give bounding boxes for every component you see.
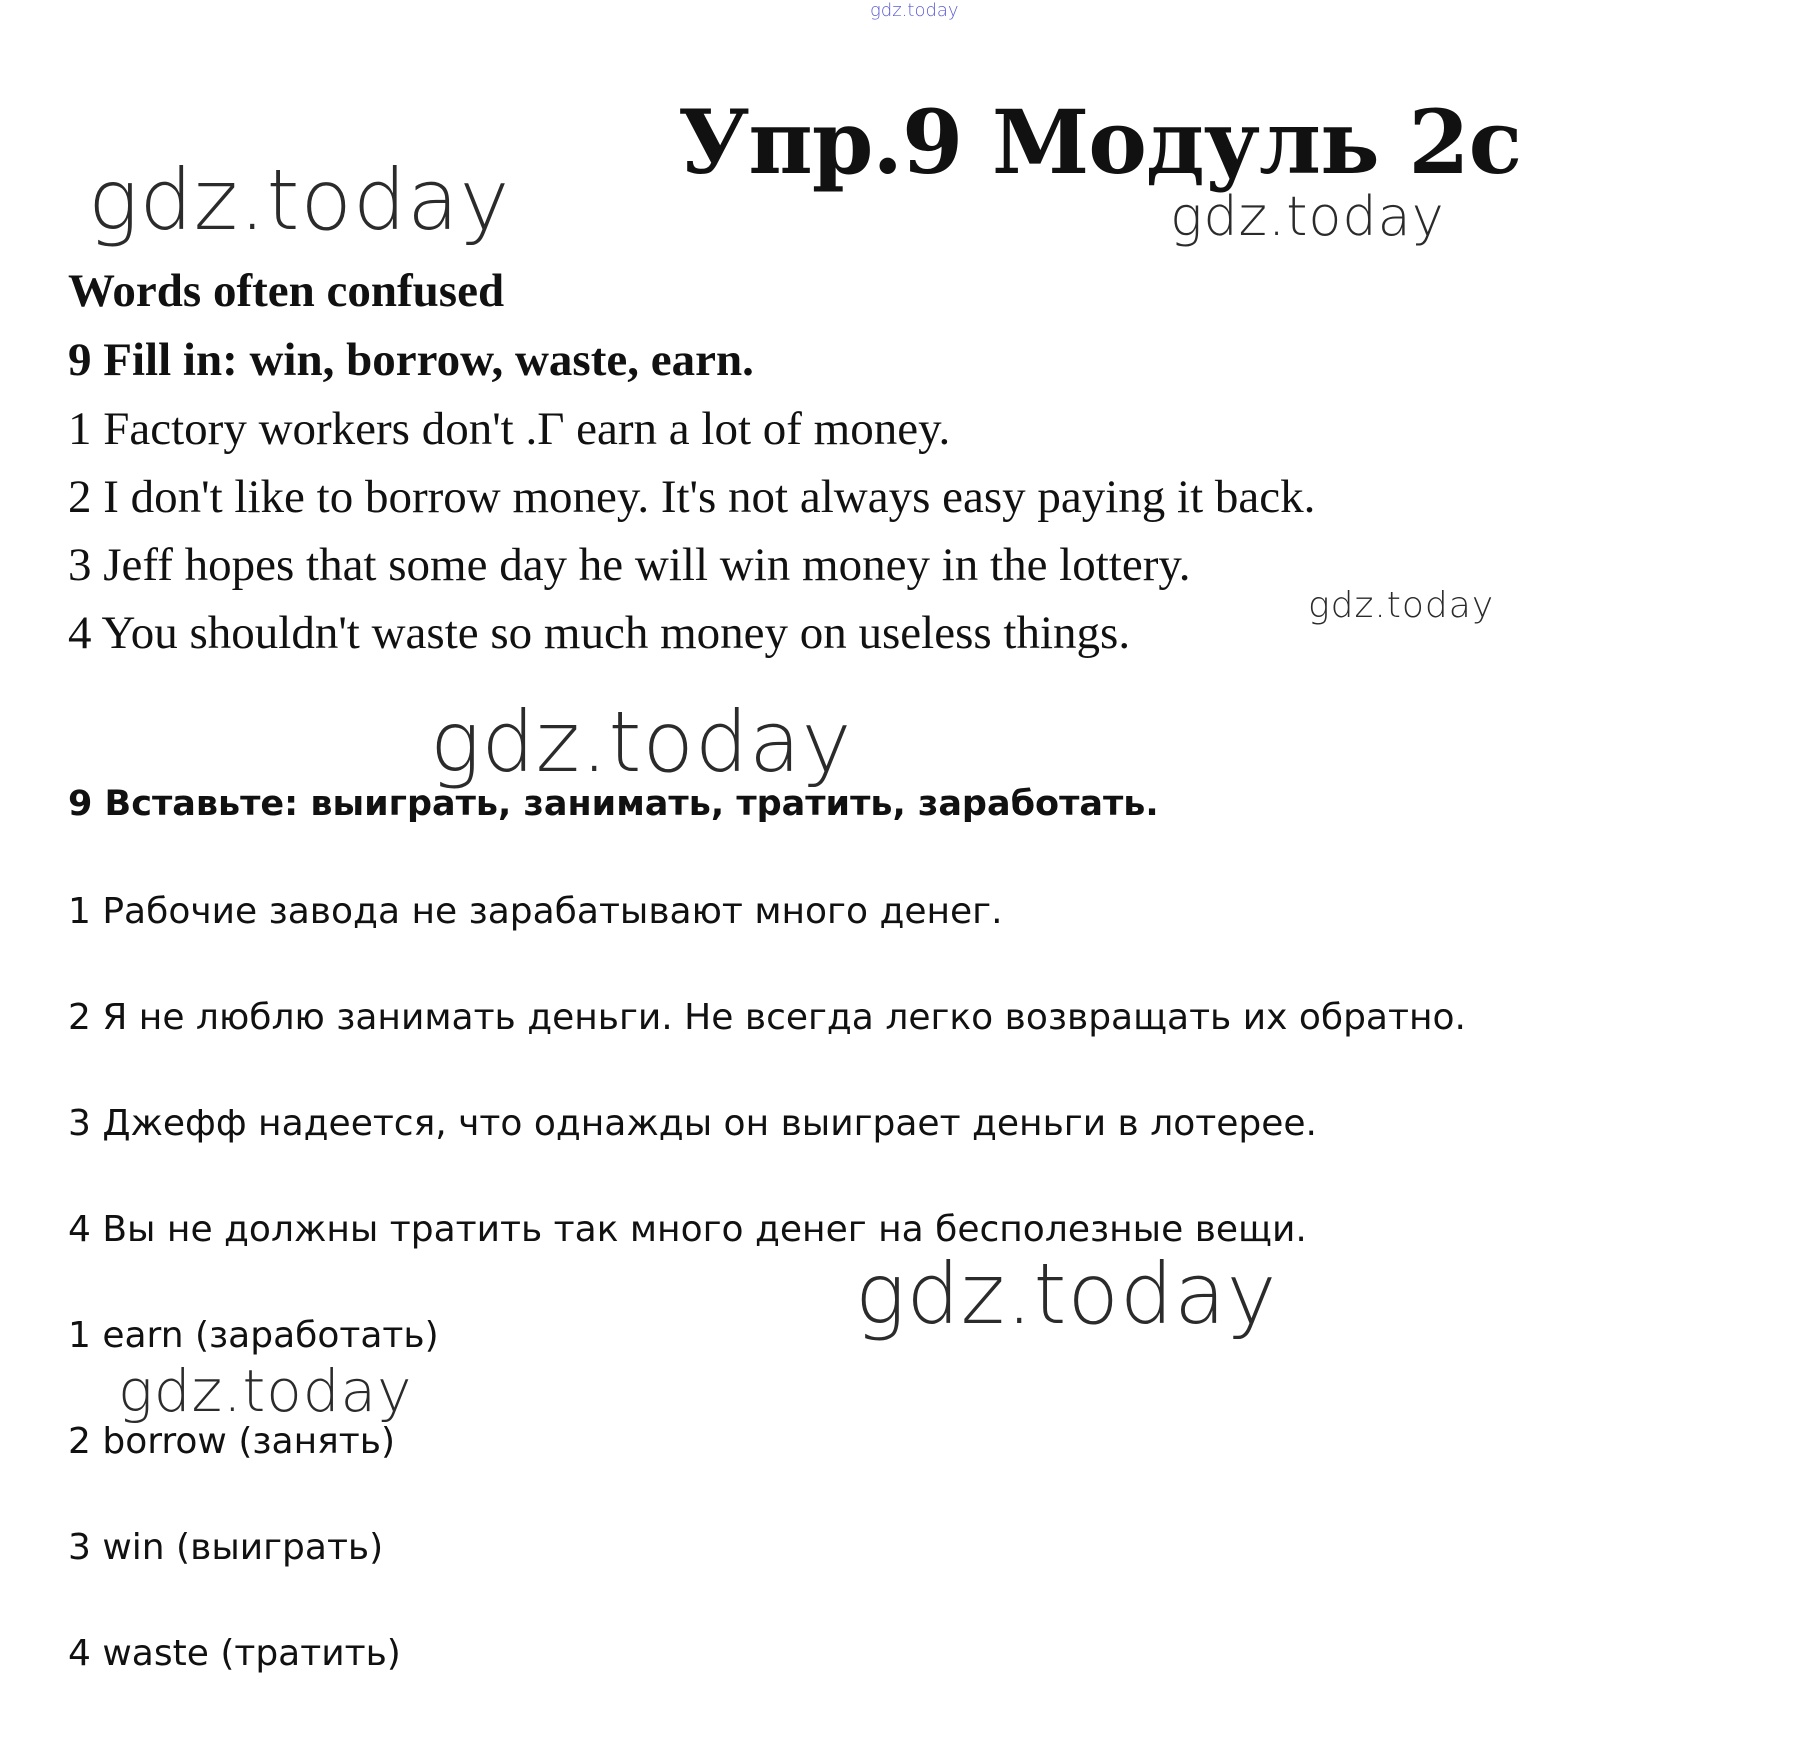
sentence-en-1: 1 Factory workers don't .Г earn a lot of money. (68, 403, 951, 455)
task-instruction-en: 9 Fill in: win, borrow, waste, earn. (68, 334, 754, 386)
page-title: Упр.9 Модуль 2с (678, 90, 1522, 194)
watermark: gdz.today (88, 151, 511, 249)
watermark: gdz.today (1308, 585, 1495, 626)
sentence-ru-3: 3 Джефф надеется, что однажды он выиграет деньги в лотерее. (68, 1103, 1317, 1144)
watermark: gdz.today (118, 1357, 413, 1425)
sentence-ru-4: 4 Вы не должны тратить так много денег на бесполезные вещи. (68, 1209, 1307, 1250)
answer-1: 1 earn (заработать) (68, 1315, 439, 1356)
section-heading: Words often confused (68, 265, 505, 317)
sentence-en-3: 3 Jeff hopes that some day he will win money in the lottery. (68, 539, 1191, 591)
answer-2: 2 borrow (занять) (68, 1421, 395, 1462)
sentence-ru-2: 2 Я не люблю занимать деньги. Не всегда легко возвращать их обратно. (68, 997, 1466, 1038)
task-instruction-ru: 9 Вставьте: выиграть, занимать, тратить, заработать. (68, 784, 1159, 824)
answer-4: 4 waste (тратить) (68, 1633, 401, 1674)
watermark: gdz.today (855, 1245, 1278, 1343)
watermark: gdz.today (430, 693, 853, 791)
sentence-ru-1: 1 Рабочие завода не зарабатывают много денег. (68, 891, 1003, 932)
watermark-top[interactable]: gdz.today (870, 0, 959, 21)
answer-3: 3 win (выиграть) (68, 1527, 384, 1568)
sentence-en-4: 4 You shouldn't waste so much money on useless things. (68, 607, 1131, 659)
watermark: gdz.today (1170, 185, 1445, 248)
sentence-en-2: 2 I don't like to borrow money. It's not always easy paying it back. (68, 471, 1316, 523)
